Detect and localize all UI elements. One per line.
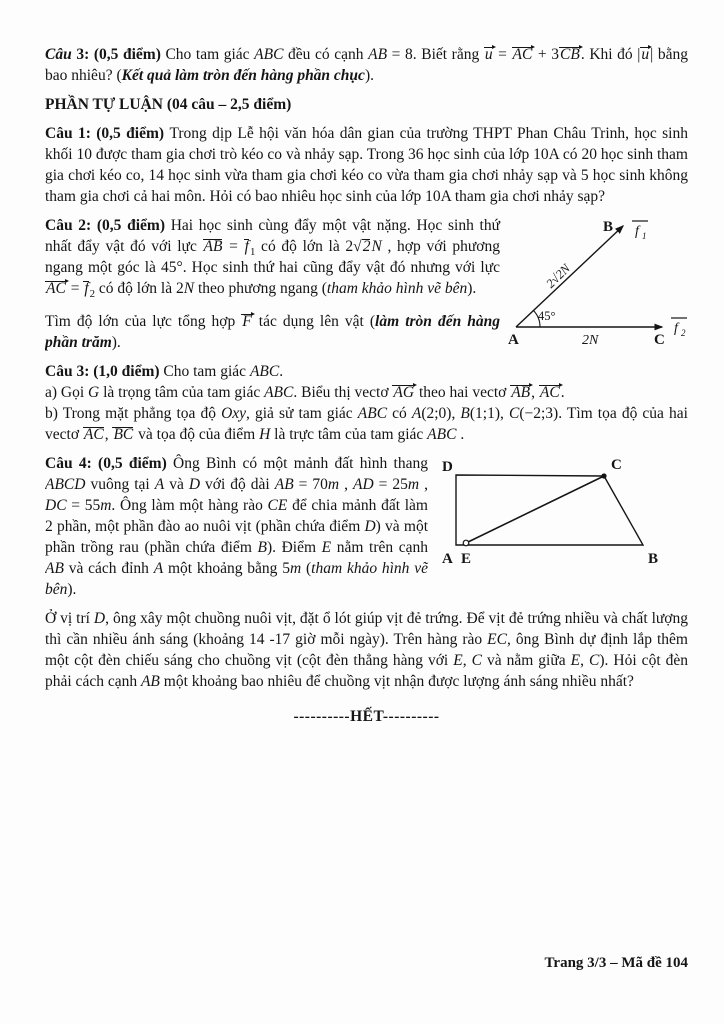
text-run: đều có cạnh [283, 46, 369, 63]
point-c-dot [601, 473, 606, 478]
text-run: u [641, 46, 650, 63]
magnitude-ac-label: 2N [582, 333, 599, 347]
text-run: Hai học sinh cùng đẩy một vật nặng. Học sinh thứ nhất đẩy vật đó với lực [45, 217, 500, 255]
text-run: C [589, 652, 600, 669]
text-run: = 8. Biết rằng [387, 46, 484, 63]
text-run: (−2;3). Tìm tọa độ của hai vectơ [45, 405, 688, 443]
point-label-c: C [654, 332, 665, 347]
text-run: B [460, 405, 470, 422]
text-run: Trong dịp Lễ hội văn hóa dân gian của trường THPT Phan Châu Trinh, học sinh khối 10 được tham gia chơi trò kéo co và nhảy sạp. Trong 36 học sinh của lớp 10A có 20 học sinh tham gia chơi kéo co, 14 học sinh vừa tham gia chơi kéo co vừa tham gia chơi nhảy sạp và 5 học sinh không tham gia chơi cả hai môn. Hỏi có bao nhiêu học sinh của lớp 10A tham gia chơi nhảy sạp? [45, 125, 688, 205]
text-run: m [407, 476, 420, 493]
text-run: , ông xây một chuồng nuôi vịt, đặt ổ lót giúp vịt đẻ trứng. Để vịt đẻ trứng nhiều và chất lượng thì cần nhiều ánh sáng (khoảng 14 -17 giờ mỗi ngày). Trên hàng rào [45, 610, 688, 648]
text-run: bằng bao nhiêu? ( [45, 46, 688, 84]
question-3-multiple-choice [45, 44, 688, 86]
text-run: AB [45, 560, 64, 577]
text-run: G [88, 384, 100, 401]
text-run: với độ dài [200, 476, 275, 493]
text-run: AB [203, 238, 223, 255]
magnitude-ab-label: 2√2N [543, 261, 573, 291]
text-run: là trọng tâm của tam giác [99, 384, 265, 401]
text-run: Kết quả làm tròn đến hàng phần chục [121, 67, 365, 84]
text-run: | [637, 46, 641, 63]
vector-f1-label: f [635, 224, 639, 239]
text-run: 2 [362, 238, 371, 255]
text-run: AB [140, 673, 160, 690]
text-run: tham khảo hình vẽ bên [326, 280, 468, 297]
text-run: vuông tại [85, 476, 155, 493]
text-run: f [244, 238, 249, 255]
page-footer: Trang 3/3 – Mã đề 104 [544, 955, 688, 971]
text-run: 1 [249, 246, 256, 259]
text-run: tham khảo hình vẽ bên [45, 560, 428, 598]
trapezoid-diagram [438, 455, 688, 573]
text-run: D [93, 610, 106, 627]
vector-f1-subscript: 1 [642, 231, 647, 241]
text-run: có độ lớn là 2√ [255, 238, 362, 255]
text-run: AD [353, 476, 374, 493]
text-run: m [100, 497, 112, 514]
text-run: F [242, 313, 252, 330]
text-run: N [183, 280, 195, 297]
text-run: DC [45, 497, 67, 514]
text-run: AC [46, 280, 66, 297]
text-run: AB [511, 384, 531, 401]
text-run: = 25 [373, 476, 408, 493]
force-diagram [508, 215, 688, 347]
text-run: AC [539, 384, 560, 401]
text-run: + 3 [533, 46, 560, 63]
text-run: (1;1), [469, 405, 509, 422]
text-run: AB [368, 46, 388, 63]
text-run: H [259, 426, 271, 443]
text-run: f [84, 280, 89, 297]
fence-line-ec [466, 476, 604, 543]
text-run: ). Hỏi cột đèn phải cách cạnh [45, 652, 689, 690]
text-run: CE [267, 497, 288, 514]
text-run: . Ông làm một hàng rào [111, 497, 268, 514]
text-run: ABCD [45, 476, 86, 493]
text-run: E [570, 652, 581, 669]
text-run: Câu [45, 46, 72, 63]
text-run: (2;0), [421, 405, 461, 422]
text-run: để chia mảnh đất làm 2 phần, một phần đào ao nuôi vịt (phần chứa điểm [45, 497, 428, 535]
question-3-block [45, 361, 688, 445]
text-run: và nằm giữa [481, 652, 571, 669]
angle-label: 45° [538, 309, 556, 323]
text-run: 3: (0,5 điểm) [71, 46, 166, 63]
text-run: u [484, 46, 493, 63]
text-run: ABC [427, 426, 457, 443]
text-run: ABC [249, 363, 280, 380]
text-run: = [493, 46, 512, 63]
text-run: , giả sử tam giác [246, 405, 358, 422]
text-run: , [462, 652, 472, 669]
text-run: làm tròn đến hàng phần trăm [45, 313, 500, 351]
text-run: Cho tam giác [165, 46, 255, 63]
text-run: . [456, 426, 465, 443]
text-run: , [339, 476, 353, 493]
text-run: 2 [89, 288, 96, 301]
end-marker: ----------HẾT---------- [293, 708, 440, 725]
text-run: AC [512, 46, 533, 63]
text-run: một khoảng bao nhiêu để chuồng vịt nhận được lượng ánh sáng nhiều nhất? [159, 673, 634, 690]
question-3-part-b [45, 403, 688, 445]
point-label-d: D [442, 459, 453, 475]
text-run: Câu 3: (1,0 điểm) [45, 363, 164, 380]
text-run: D [364, 518, 376, 535]
text-run: là trực tâm của tam giác [270, 426, 428, 443]
text-run: AB [274, 476, 294, 493]
text-run: = [223, 238, 244, 255]
point-label-e: E [461, 551, 472, 567]
point-label-a: A [508, 332, 519, 347]
text-run: C [508, 405, 520, 422]
vector-f2-subscript: 2 [681, 328, 686, 338]
text-run: theo hai vectơ [415, 384, 511, 401]
text-run: Oxy [221, 405, 247, 422]
text-run: Cho tam giác [163, 363, 250, 380]
text-run: b) Trong mặt phẳng tọa độ [45, 405, 222, 422]
text-run: BC [113, 426, 134, 443]
text-run: ). [467, 280, 477, 297]
text-run: Câu 1: (0,5 điểm) [45, 125, 170, 142]
text-run: | [650, 46, 654, 63]
text-run: AG [393, 384, 415, 401]
text-run: ). [111, 334, 121, 351]
text-run: N [371, 238, 382, 255]
question-2-block [45, 215, 688, 353]
text-run: . [279, 363, 284, 380]
text-run: m [289, 560, 302, 577]
exam-content [45, 44, 688, 727]
text-run: . Biểu thị vectơ [293, 384, 393, 401]
text-run: và cách đỉnh [63, 560, 154, 577]
text-run: = [66, 280, 84, 297]
text-run: Ở vị trí [45, 610, 94, 627]
text-run: . Khi đó [580, 46, 638, 63]
text-run: E [453, 652, 463, 669]
text-run: EC [487, 631, 507, 648]
text-run: , [580, 652, 590, 669]
text-run: Câu 4: (0,5 điểm) [45, 455, 174, 472]
text-run: A [154, 476, 165, 493]
text-run: A [153, 560, 164, 577]
text-run: . [560, 384, 565, 401]
point-label-c: C [611, 457, 622, 473]
text-run: C [471, 652, 482, 669]
text-run: có [387, 405, 412, 422]
text-run: B [257, 539, 267, 556]
question-3-title [45, 361, 688, 382]
question-1 [45, 123, 688, 207]
text-run: , hợp với phương ngang một góc là 45°. Học sinh thứ hai cũng đẩy vật đó nhưng với lực [45, 238, 501, 276]
text-run: E [321, 539, 332, 556]
text-run: nằm trên cạnh [331, 539, 428, 556]
text-run: AC [83, 426, 104, 443]
text-run: ). Điểm [266, 539, 322, 556]
text-run: ( [301, 560, 312, 577]
question-4-block [45, 453, 688, 600]
vector-f2-label: f [674, 321, 678, 336]
text-run: một khoảng bằng 5 [163, 560, 290, 577]
point-e-dot [463, 540, 469, 546]
text-run: m [327, 476, 340, 493]
text-run: tác dụng lên vật ( [252, 313, 376, 330]
point-label-b: B [603, 219, 614, 235]
text-run: , [531, 384, 539, 401]
text-run: ABC [357, 405, 388, 422]
text-run: Ông Bình có một mảnh đất hình thang [173, 455, 428, 472]
text-run: A [411, 405, 422, 422]
section-header: PHẦN TỰ LUẬN (04 câu – 2,5 điểm) [45, 96, 292, 113]
point-label-a: A [442, 551, 453, 567]
question-3-part-a [45, 382, 688, 403]
question-4-continued [45, 608, 688, 692]
point-label-b: B [648, 551, 659, 567]
text-run: Tìm độ lớn của lực tổng hợp [45, 313, 242, 330]
text-run: a) Gọi [45, 384, 89, 401]
text-run: ). [364, 67, 374, 84]
text-run: và [164, 476, 189, 493]
text-run: = 55 [66, 497, 101, 514]
text-run: = 70 [293, 476, 328, 493]
text-run: , ông Bình dự định lắp thêm một cột đèn chiếu sáng cho chuồng vịt (cột đèn thẳng hàng với [45, 631, 688, 669]
text-run: và tọa độ của điểm [134, 426, 260, 443]
text-run: D [188, 476, 201, 493]
vector-f1-arrow [516, 226, 623, 327]
text-run: ABC [264, 384, 294, 401]
text-run: ) và một phần trồng rau (phần chứa điểm [45, 518, 429, 556]
text-run: Câu 2: (0,5 điểm) [45, 217, 171, 234]
text-run: ABC [254, 46, 284, 63]
text-run: , [104, 426, 113, 443]
text-run: ). [67, 581, 77, 598]
text-run: có độ lớn là 2 [95, 280, 184, 297]
text-run: , [419, 476, 428, 493]
text-run: CB [560, 46, 580, 63]
text-run: theo phương ngang ( [194, 280, 327, 297]
